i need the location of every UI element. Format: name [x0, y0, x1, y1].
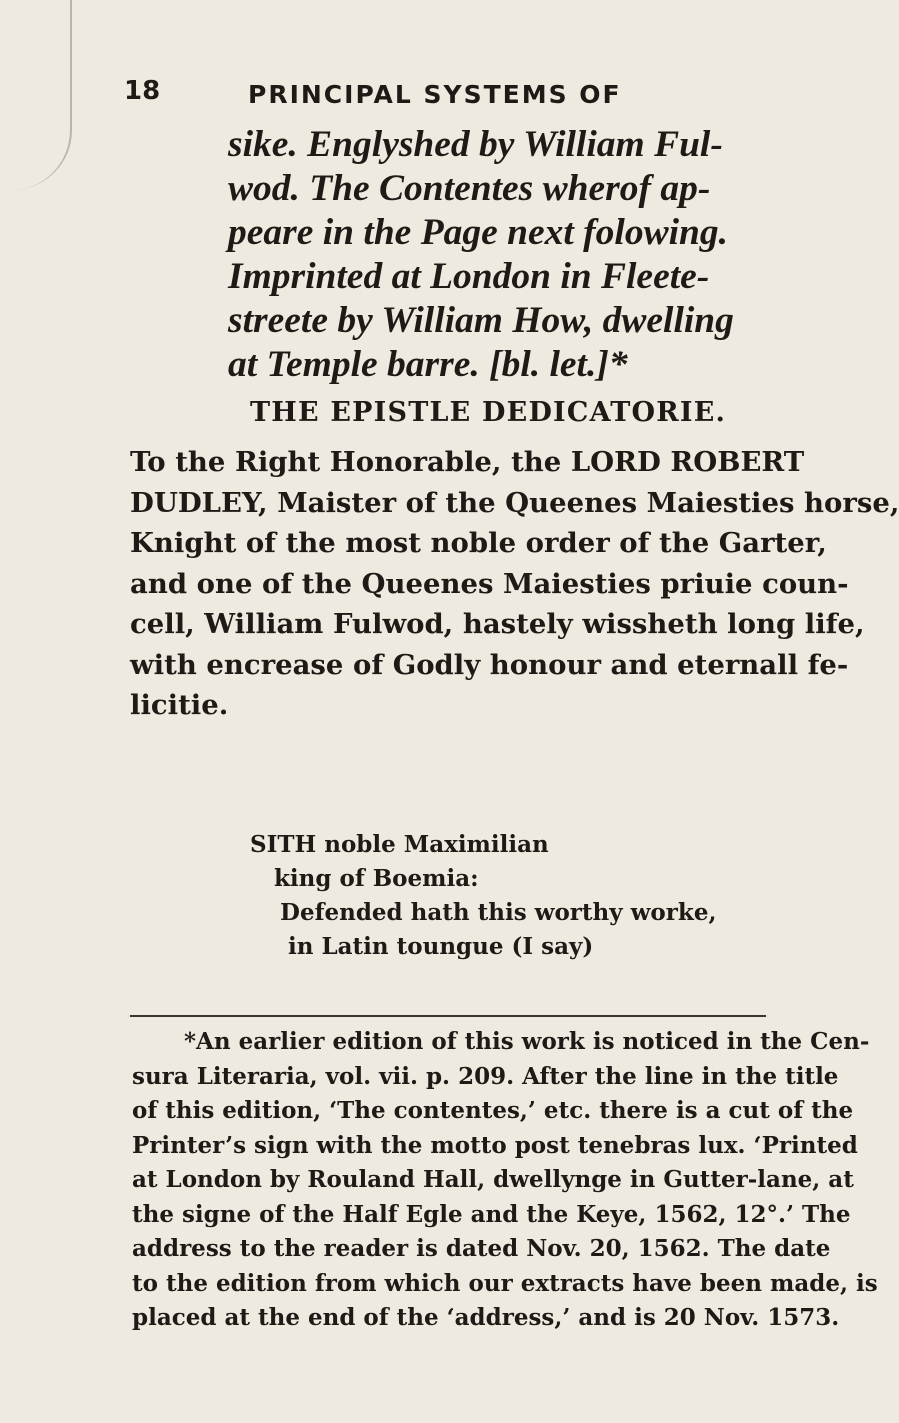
- page-curl: [0, 0, 72, 190]
- address-line: and one of the Queenes Maiesties priuie coun-: [130, 567, 849, 600]
- footnote-line: *An earlier edition of this work is noticed in the Cen-: [184, 1028, 870, 1055]
- address-line: DUDLEY, Maister of the Queenes Maiesties horse,: [130, 486, 899, 519]
- colophon-line: at Temple barre. [bl. let.]*: [228, 344, 628, 385]
- footnote-line: at London by Rouland Hall, dwellynge in Gutter-lane, at: [132, 1166, 854, 1193]
- verse-line: Defended hath this worthy worke,: [280, 899, 717, 926]
- footnote-line: Printer’s sign with the motto post tenebras lux. ‘Printed: [132, 1131, 858, 1159]
- footnote-block: [132, 1025, 878, 1336]
- footnote-line: address to the reader is dated Nov. 20, 1562. The date: [132, 1235, 831, 1262]
- address-line: with encrease of Godly honour and eternall fe-: [130, 648, 849, 681]
- running-head: [124, 76, 724, 116]
- address-line: licitie.: [130, 689, 229, 721]
- address-line: To the Right Honorable, the LORD ROBERT: [130, 446, 805, 478]
- colophon-line: peare in the Page next folowing.: [228, 212, 728, 253]
- dedication-address: [130, 442, 899, 726]
- footnote-line: of this edition, ‘The contentes,’ etc. there is a cut of the: [132, 1097, 854, 1124]
- running-title: PRINCIPAL SYSTEMS OF: [248, 80, 622, 109]
- colophon-line: streete by William How, dwelling: [228, 300, 734, 341]
- colophon-line: Imprinted at London in Fleete-: [228, 256, 710, 297]
- footnote-line: placed at the end of the ‘address,’ and is 20 Nov. 1573.: [132, 1304, 840, 1331]
- verse-line: SITH noble Maximilian: [250, 831, 549, 858]
- footnote-line: to the edition from which our extracts have been made, is: [132, 1269, 878, 1297]
- footnote-line: sura Literaria, vol. vii. p. 209. After the line in the title: [132, 1062, 839, 1090]
- footnote-line: the signe of the Half Egle and the Keye, 1562, 12°.’ The: [132, 1200, 851, 1228]
- address-line: cell, William Fulwod, hastely wissheth long life,: [130, 608, 865, 640]
- verse-line: in Latin toungue (I say): [288, 933, 594, 960]
- colophon-line: wod. The Contentes wherof ap-: [228, 168, 711, 209]
- colophon-block: [228, 123, 788, 387]
- footnote-rule: [130, 1015, 766, 1017]
- section-heading: THE EPISTLE DEDICATORIE.: [250, 397, 727, 428]
- address-line: Knight of the most noble order of the Garter,: [130, 527, 827, 559]
- page-number: 18: [124, 76, 161, 106]
- colophon-line: sike. Englyshed by William Ful-: [228, 124, 723, 165]
- verse-block: [238, 828, 716, 964]
- verse-line: king of Boemia:: [274, 865, 479, 892]
